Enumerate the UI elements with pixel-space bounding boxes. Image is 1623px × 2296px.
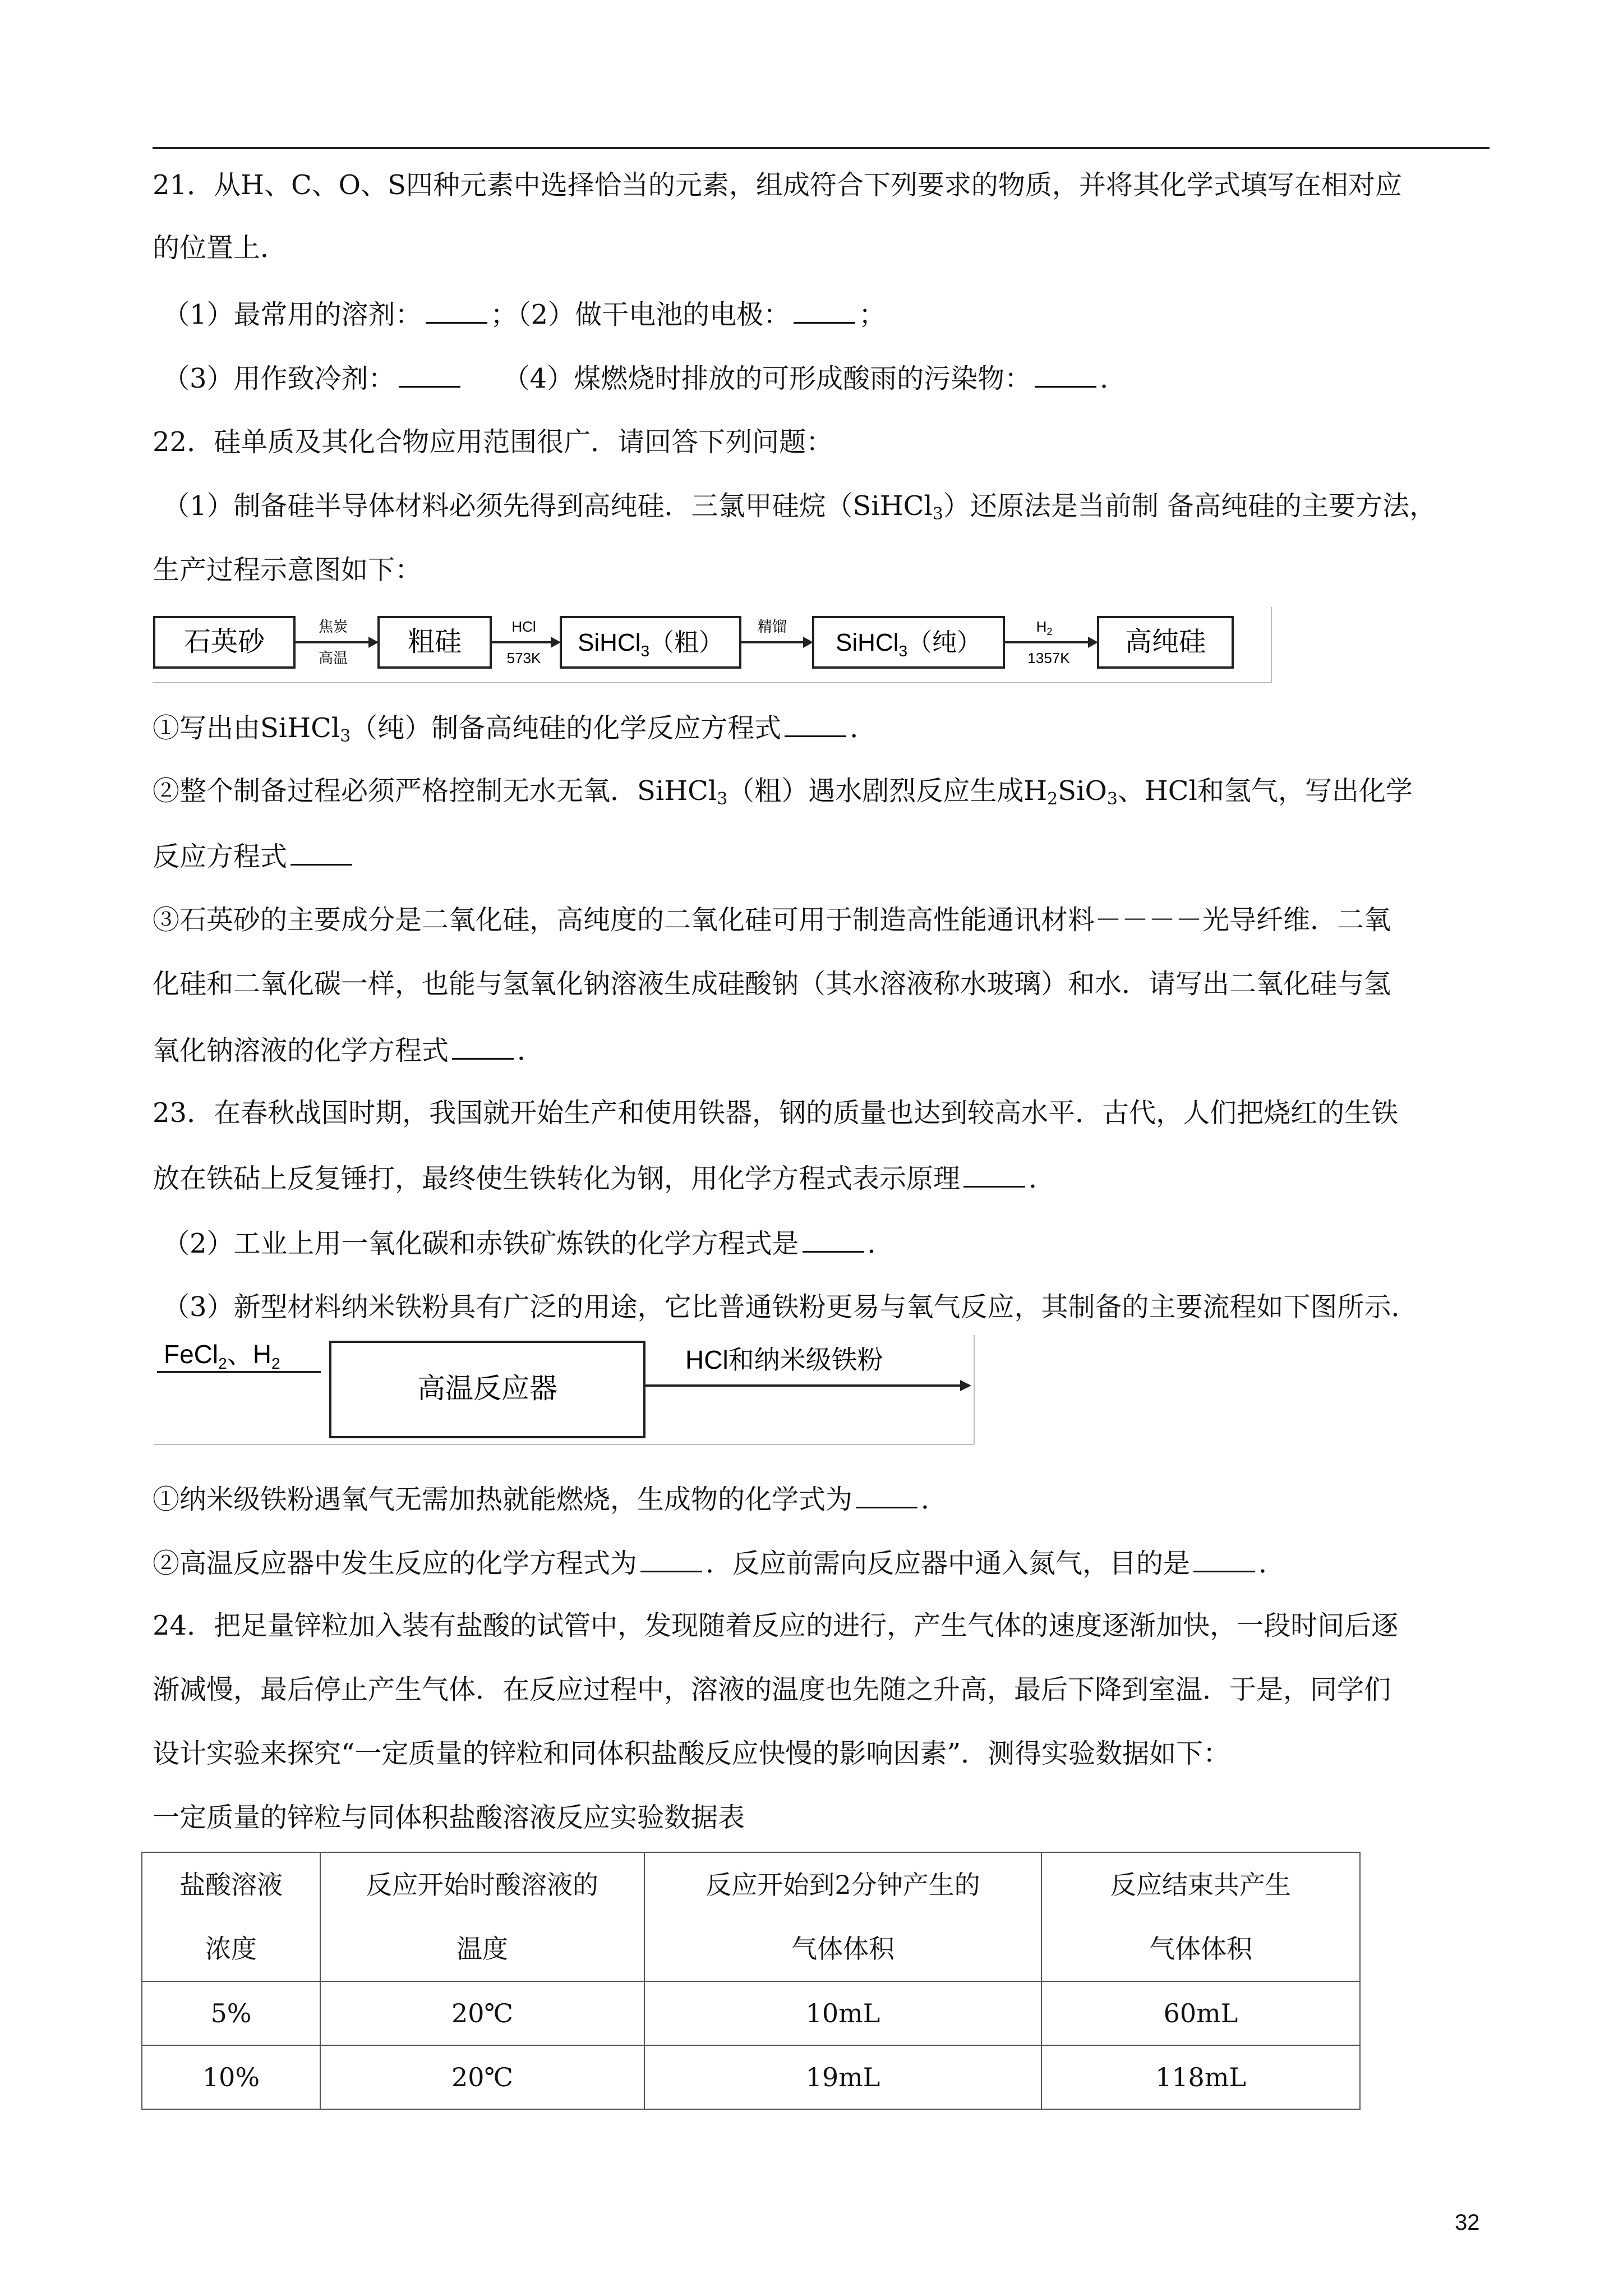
subscript: 2: [1047, 789, 1058, 809]
table-row: [142, 1981, 1360, 2045]
q22-sub3-line2: 化硅和二氧化碳一样，也能与氢氧化钠溶液生成硅酸钠（其水溶液称水玻璃）和水．请写出二氧化硅与氢: [153, 968, 1391, 1000]
punct: ．: [1029, 1163, 1056, 1194]
q22-sub3-line3: [153, 1032, 544, 1068]
arrow-label-h2: $H_2$: [1036, 618, 1053, 637]
answer-blank[interactable]: [1193, 1545, 1255, 1572]
flow-output-label: HCl和纳米级铁粉: [685, 1345, 883, 1374]
table-cell: 20℃: [320, 1981, 644, 2045]
punct: ．: [517, 1035, 545, 1066]
answer-blank[interactable]: [794, 296, 855, 324]
q23-line1: 23．在春秋战国时期，我国就开始生产和使用铁器，钢的质量也达到较高水平．古代，人们把烧红的生铁: [153, 1097, 1399, 1129]
subscript: 3: [932, 504, 943, 524]
answer-blank[interactable]: [785, 710, 846, 737]
table-header-cell: 反应结束共产生 气体体积: [1041, 1852, 1360, 1981]
flow-box-sihcl3-crude-label: SiHCl$_3$（粗）: [577, 629, 724, 660]
arrowhead: [960, 1380, 971, 1391]
q21-part1-label: （1）最常用的溶剂：: [163, 299, 422, 330]
q21-part3-label: （3）用作致冷剂：: [163, 363, 395, 394]
q21-part4-label: （4）煤燃烧时排放的可形成酸雨的污染物：: [502, 363, 1032, 394]
text: ①纳米级铁粉遇氧气无需加热就能燃烧，生成物的化学式为: [153, 1484, 853, 1515]
q22-title: 22．硅单质及其化合物应用范围很广．请回答下列问题：: [153, 426, 833, 458]
header-rule: [153, 147, 1490, 149]
punct: ；: [859, 299, 886, 330]
arrow-label-coke: 焦炭: [318, 618, 348, 635]
table-cell: 5%: [142, 1981, 320, 2045]
flow-box-high-purity-silicon-label: 高纯硅: [1124, 627, 1206, 657]
answer-blank[interactable]: [640, 1545, 702, 1572]
arrowhead: [551, 637, 561, 648]
arrow-label-high-temp: 高温: [318, 650, 348, 666]
arrow-label-distillation: 精馏: [757, 618, 787, 635]
table-cell: 19mL: [644, 2045, 1041, 2109]
q23-part3: （3）新型材料纳米铁粉具有广泛的用途，它比普通铁粉更易与氧气反应，其制备的主要流程如下图所示．: [163, 1291, 1418, 1323]
answer-blank[interactable]: [803, 1225, 864, 1253]
q22-sub3-line1: ③石英砂的主要成分是二氧化硅，高纯度的二氧化硅可用于制造高性能通讯材料－－－－光导纤维．二氧: [153, 904, 1391, 936]
answer-blank[interactable]: [426, 296, 487, 324]
flow-box-quartz-sand-label: 石英砂: [183, 627, 265, 657]
q23-part2: [163, 1225, 895, 1260]
q22-sub2-line2: [153, 838, 356, 873]
q24-line3: 设计实验来探究“一定质量的锌粒和同体积盐酸反应快慢的影响因素”．测得实验数据如下：: [153, 1738, 1230, 1769]
arrowhead: [1088, 637, 1098, 648]
table-header-cell: 反应开始到2分钟产生的 气体体积: [644, 1852, 1041, 1981]
text: （粗）遇水剧烈反应生成H: [727, 775, 1048, 807]
table-cell: 10mL: [644, 1981, 1041, 2045]
arrowhead: [803, 637, 813, 648]
flow-input-label: FeCl$_2$、$H_2$: [164, 1340, 280, 1372]
text: 氧化钠溶液的化学方程式: [153, 1035, 449, 1066]
text: ②整个制备过程必须严格控制无水无氧．SiHCl: [153, 775, 717, 807]
table-header-cell: 盐酸溶液 浓度: [142, 1852, 320, 1981]
q24-line1: 24．把足量锌粒加入装有盐酸的试管中，发现随着反应的进行，产生气体的速度逐渐加快，一段时间后逐: [153, 1610, 1399, 1641]
flow-box-crude-silicon-label: 粗硅: [407, 627, 462, 657]
text: ）还原法是当前制 备高纯硅的主要方法，: [943, 490, 1437, 522]
text: SiO: [1058, 775, 1107, 807]
q23-sub2: [153, 1545, 1285, 1580]
table-header-cell: 反应开始时酸溶液的 温度: [320, 1852, 644, 1981]
q22-part1-line1: [163, 489, 1436, 531]
text: 放在铁砧上反复锤打，最终使生铁转化为钢，用化学方程式表示原理: [153, 1163, 961, 1194]
experiment-data-table: [141, 1852, 1361, 2110]
table-cell: 10%: [142, 2045, 320, 2109]
punct: ．: [921, 1484, 948, 1515]
q21-line1: 21．从H、C、O、S四种元素中选择恰当的元素，组成符合下列要求的物质，并将其化学式填写在相对应: [153, 169, 1402, 201]
q21-part2-label: ；（2）做干电池的电极：: [490, 299, 791, 330]
table-cell: 20℃: [320, 2045, 644, 2109]
flow-box-high-temp-reactor-label: 高温反应器: [417, 1373, 557, 1404]
text: ②高温反应器中发生反应的化学方程式为: [153, 1548, 638, 1579]
arrowhead: [368, 637, 379, 648]
answer-blank[interactable]: [1035, 360, 1096, 388]
q21-part1-2: [163, 296, 886, 332]
punct: ．: [1258, 1548, 1286, 1579]
answer-blank[interactable]: [291, 838, 352, 866]
text: 、HCl和氢气，写出化学: [1117, 775, 1413, 807]
q22-sub1: [153, 710, 877, 753]
punct: ．: [1100, 363, 1127, 394]
subscript: 3: [340, 726, 351, 746]
table-header-row: [142, 1852, 1360, 1981]
text: （1）制备硅半导体材料必须先得到高纯硅．三氯甲硅烷（SiHCl: [163, 490, 933, 522]
table-row: [142, 2045, 1360, 2109]
q23-line2: [153, 1160, 1055, 1195]
q21-part3-4: [163, 360, 1127, 395]
answer-blank[interactable]: [856, 1481, 917, 1508]
table-cell: 118mL: [1041, 2045, 1360, 2109]
answer-blank[interactable]: [399, 360, 460, 388]
punct: ．: [867, 1228, 895, 1259]
arrow-label-1357k: 1357K: [1027, 650, 1070, 666]
flow-box-sihcl3-pure-label: SiHCl$_3$（纯）: [835, 629, 982, 660]
punct: ．: [850, 712, 877, 744]
q24-line2: 渐减慢，最后停止产生气体．在反应过程中，溶液的温度也先随之升高，最后下降到室温．于是，同学们: [153, 1674, 1391, 1705]
q21-line2: 的位置上．: [153, 232, 288, 264]
table-caption: 一定质量的锌粒与同体积盐酸溶液反应实验数据表: [153, 1802, 745, 1833]
page-number: 32: [1455, 2210, 1480, 2235]
text: （2）工业上用一氧化碳和赤铁矿炼铁的化学方程式是: [163, 1228, 799, 1259]
subscript: 3: [1106, 789, 1118, 809]
text: ①写出由SiHCl: [153, 712, 340, 744]
text: （纯）制备高纯硅的化学反应方程式: [351, 712, 782, 744]
arrow-label-573k: 573K: [506, 650, 541, 666]
text: ．反应前需向反应器中通入氮气，目的是: [706, 1548, 1191, 1579]
text: 反应方程式: [153, 841, 288, 872]
q22-part1-line2: 生产过程示意图如下：: [153, 554, 422, 586]
subscript: 3: [717, 789, 728, 809]
q23-sub1: [153, 1481, 948, 1516]
silicon-process-flow-diagram: [153, 607, 1280, 685]
q22-sub2-line1: [153, 774, 1413, 816]
nano-iron-flow-diagram: [153, 1335, 983, 1447]
answer-blank[interactable]: [452, 1032, 514, 1060]
table-cell: 60mL: [1041, 1981, 1360, 2045]
answer-blank[interactable]: [963, 1160, 1025, 1188]
arrow-label-hcl: HCl: [511, 618, 536, 635]
